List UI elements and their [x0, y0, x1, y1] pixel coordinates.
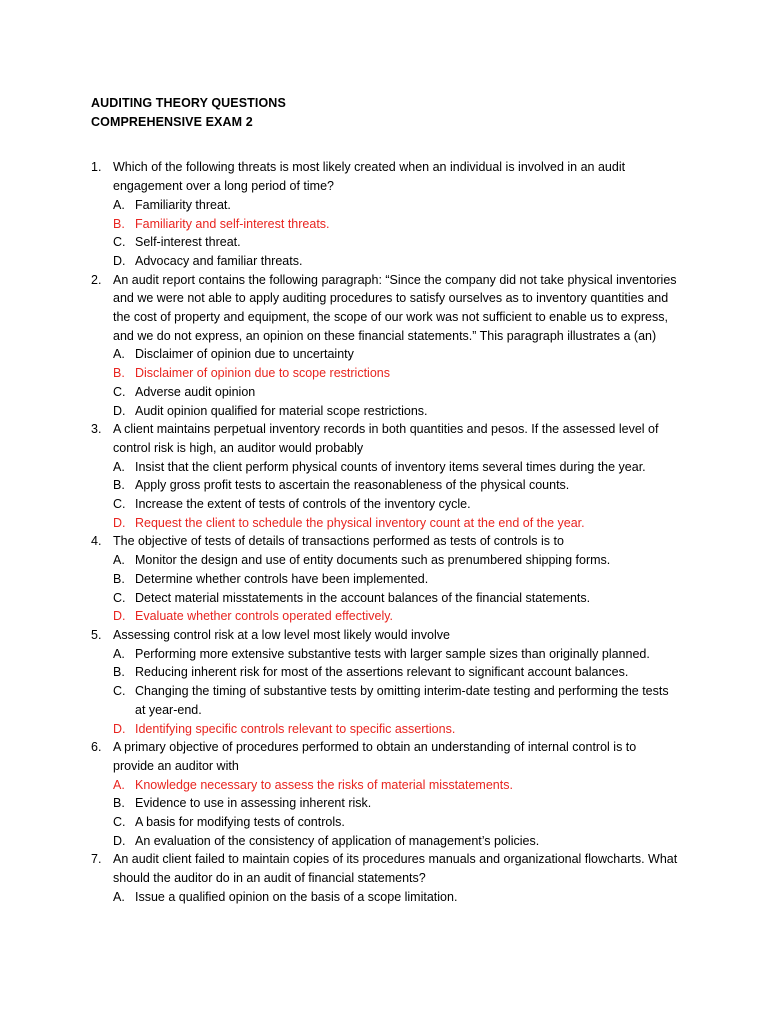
option-text: Monitor the design and use of entity documents such as prenumbered shipping forms. — [135, 553, 611, 568]
question-text: An audit report contains the following paragraph: “Since the company did not take physical inventories and we were not able to apply auditing procedures to satisfy ourselves as to inventory quantities and the cost of property and equipment, the scope of our work was not sufficient to enable us to express, and we do not express, an opinion on these financial statements.” This paragraph illustrates a (an) — [113, 272, 677, 343]
option-text: Request the client to schedule the physical inventory count at the end of the year. — [135, 515, 585, 530]
answer-option — [113, 645, 678, 664]
option-text: Identifying specific controls relevant to specific assertions. — [135, 721, 456, 736]
option-letter: C. — [113, 235, 126, 250]
question-list — [91, 158, 678, 906]
answer-option — [113, 551, 678, 570]
option-letter: A. — [113, 646, 125, 661]
answer-option — [113, 832, 678, 851]
option-text: A basis for modifying tests of controls. — [135, 815, 345, 830]
answer-option-correct — [113, 364, 678, 383]
answer-option — [113, 570, 678, 589]
answer-option-correct — [113, 607, 678, 626]
question-text: Assessing control risk at a low level most likely would involve — [113, 627, 450, 642]
question-text: An audit client failed to maintain copies of its procedures manuals and organizational flowcharts. What should the auditor do in an audit of financial statements? — [113, 852, 678, 886]
option-text: An evaluation of the consistency of application of management’s policies. — [135, 833, 540, 848]
option-text: Disclaimer of opinion due to uncertainty — [135, 347, 354, 362]
option-letter: D. — [113, 721, 126, 736]
question-item — [91, 158, 678, 270]
question-item — [91, 738, 678, 850]
option-text: Changing the timing of substantive tests by omitting interim-date testing and performing the tests at year-end. — [135, 684, 669, 717]
question-number: 2. — [91, 272, 102, 287]
option-letter: D. — [113, 515, 126, 530]
option-text: Evaluate whether controls operated effectively. — [135, 609, 394, 624]
option-letter: A. — [113, 197, 125, 212]
option-text: Knowledge necessary to assess the risks of material misstatements. — [135, 777, 513, 792]
answer-option — [113, 813, 678, 832]
question-number: 7. — [91, 852, 102, 867]
question-item — [91, 271, 678, 421]
question-text: A client maintains perpetual inventory records in both quantities and pesos. If the assessed level of control risk is high, an auditor would probably — [113, 422, 659, 455]
option-text: Detect material misstatements in the account balances of the financial statements. — [135, 590, 591, 605]
answer-option — [113, 233, 678, 252]
question-item — [91, 626, 678, 738]
option-text: Familiarity threat. — [135, 197, 231, 212]
option-letter: A. — [113, 889, 125, 904]
option-letter: D. — [113, 253, 126, 268]
answer-option — [113, 252, 678, 271]
question-number: 5. — [91, 627, 102, 642]
question-number: 6. — [91, 740, 102, 755]
option-list — [113, 345, 678, 420]
option-letter: D. — [113, 833, 126, 848]
option-letter: B. — [113, 571, 125, 586]
answer-option — [113, 682, 678, 719]
answer-option — [113, 402, 678, 421]
option-letter: B. — [113, 796, 125, 811]
answer-option — [113, 345, 678, 364]
option-letter: A. — [113, 347, 125, 362]
option-list — [113, 196, 678, 271]
answer-option — [113, 794, 678, 813]
question-number: 4. — [91, 534, 102, 549]
answer-option-correct — [113, 215, 678, 234]
answer-option — [113, 196, 678, 215]
document-title: AUDITING THEORY QUESTIONS — [91, 96, 286, 110]
option-letter: C. — [113, 590, 126, 605]
option-letter: C. — [113, 384, 126, 399]
option-letter: B. — [113, 665, 125, 680]
option-text: Determine whether controls have been implemented. — [135, 571, 429, 586]
option-text: Performing more extensive substantive tests with larger sample sizes than originally planned. — [135, 646, 650, 661]
question-item — [91, 420, 678, 532]
option-letter: A. — [113, 777, 125, 792]
answer-option-correct — [113, 776, 678, 795]
option-text: Issue a qualified opinion on the basis of a scope limitation. — [135, 889, 458, 904]
option-text: Self-interest threat. — [135, 235, 241, 250]
option-text: Disclaimer of opinion due to scope restrictions — [135, 366, 390, 381]
option-letter: B. — [113, 216, 125, 231]
option-text: Advocacy and familiar threats. — [135, 253, 303, 268]
question-text: Which of the following threats is most likely created when an individual is involved in an audit engagement over a long period of time? — [113, 160, 626, 194]
option-text: Apply gross profit tests to ascertain the reasonableness of the physical counts. — [135, 478, 570, 493]
option-text: Familiarity and self-interest threats. — [135, 216, 330, 231]
answer-option — [113, 458, 678, 477]
option-letter: C. — [113, 815, 126, 830]
question-item — [91, 850, 678, 906]
option-letter: D. — [113, 609, 126, 624]
answer-option — [113, 589, 678, 608]
option-list — [113, 776, 678, 851]
option-list — [113, 888, 678, 907]
answer-option — [113, 495, 678, 514]
question-text: A primary objective of procedures performed to obtain an understanding of internal control is to provide an auditor with — [113, 740, 637, 773]
answer-option — [113, 663, 678, 682]
option-text: Insist that the client perform physical counts of inventory items several times during the year. — [135, 459, 646, 474]
option-list — [113, 458, 678, 533]
option-list — [113, 551, 678, 626]
answer-option — [113, 383, 678, 402]
option-letter: B. — [113, 478, 125, 493]
question-number: 3. — [91, 422, 102, 437]
option-letter: C. — [113, 684, 126, 699]
option-text: Audit opinion qualified for material scope restrictions. — [135, 403, 428, 418]
question-item — [91, 532, 678, 626]
question-text: The objective of tests of details of transactions performed as tests of controls is to — [113, 534, 564, 549]
document-subtitle: COMPREHENSIVE EXAM 2 — [91, 114, 253, 129]
answer-option-correct — [113, 514, 678, 533]
answer-option-correct — [113, 720, 678, 739]
option-list — [113, 645, 678, 739]
option-text: Reducing inherent risk for most of the assertions relevant to significant account balances. — [135, 665, 629, 680]
option-letter: A. — [113, 459, 125, 474]
answer-option — [113, 476, 678, 495]
option-letter: A. — [113, 553, 125, 568]
question-number: 1. — [91, 160, 102, 175]
option-text: Increase the extent of tests of controls of the inventory cycle. — [135, 497, 471, 512]
option-letter: C. — [113, 497, 126, 512]
answer-option — [113, 888, 678, 907]
option-letter: B. — [113, 366, 125, 381]
option-text: Adverse audit opinion — [135, 384, 256, 399]
option-text: Evidence to use in assessing inherent risk. — [135, 796, 372, 811]
option-letter: D. — [113, 403, 126, 418]
